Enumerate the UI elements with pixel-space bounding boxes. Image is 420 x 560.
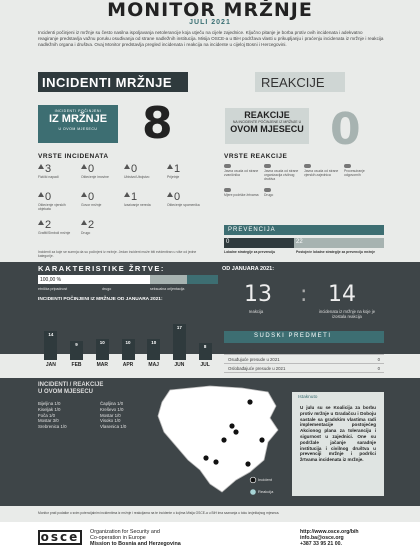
map-marker-incident	[247, 399, 252, 404]
year-title: OD JANUARA 2021:	[222, 266, 275, 272]
bih-map	[150, 380, 290, 504]
highlight-title: Istaknuto	[298, 395, 318, 400]
map-title-line2: U OVOM MJESECU	[38, 389, 94, 395]
incident-type-icon	[38, 192, 44, 197]
chart-value-label: 10	[125, 340, 131, 345]
reaction-type-item	[304, 164, 342, 177]
incident-type-item	[81, 192, 121, 207]
osce-logo: osce	[38, 530, 82, 545]
map-marker-incident	[221, 437, 226, 442]
incident-type-label: Ubistvo/Ubojstvo	[124, 175, 150, 179]
incident-type-icon	[81, 220, 87, 225]
reaction-type-item	[224, 188, 262, 197]
legend-incident-marker	[250, 477, 256, 483]
legend-reaction-marker	[250, 489, 256, 495]
incident-type-item	[167, 164, 207, 179]
org-line-2: Co-operation in Europe	[90, 535, 146, 541]
incident-type-icon	[167, 164, 173, 169]
map-list-item: Foča 1/0	[38, 412, 56, 418]
reaction-type-label: Javna osuda od strane vjerskih zajednica	[304, 169, 339, 178]
incidents-header: INCIDENTI MRŽNJE	[38, 72, 188, 92]
prevention-title: PREVENCIJA	[224, 225, 384, 235]
court-row-value: 8	[377, 348, 380, 353]
incident-type-label: Grafiti/Simboli mržnje	[38, 231, 71, 235]
incident-type-label: Fizički napadi	[38, 175, 59, 179]
page-title: MONITOR MRŽNJE	[107, 0, 313, 21]
incidents-count: 8	[142, 98, 173, 149]
map-marker-incident	[245, 461, 250, 466]
map-list-item: Kreševo 1/0	[100, 406, 124, 412]
court-row-label: Osuđujuće presude u 2021	[228, 357, 280, 362]
map-list-item: Visoko 1/0	[100, 418, 121, 424]
highlight-box	[292, 392, 384, 496]
court-row	[224, 364, 384, 373]
map-marker-incident	[213, 459, 218, 464]
map-title	[38, 382, 103, 396]
incidents-label-bottom: U OVOM MJESECU	[58, 127, 98, 131]
court-row-value: 0	[377, 366, 380, 371]
map-list-item: Mostar 1/0	[100, 412, 121, 418]
incident-type-item	[124, 192, 164, 207]
org-line-3: Mission to Bosnia and Herzegovina	[90, 541, 181, 547]
year-reactions-label: reakcija	[248, 309, 264, 314]
incident-type-count: 0	[174, 191, 181, 203]
incident-type-label: Oštećenje spomenika	[167, 203, 200, 207]
reaction-type-icon	[224, 164, 231, 168]
incident-type-icon	[124, 164, 130, 169]
court-row	[224, 346, 384, 355]
prevention-label-b: Postojeće lokalne strategije za prevenciju mržnje	[296, 250, 375, 254]
incident-type-icon	[81, 164, 87, 169]
reaction-type-item	[264, 188, 302, 197]
reaction-type-icon	[264, 164, 271, 168]
map-marker-incident	[259, 437, 264, 442]
victims-legend-3: seksualna orijentacija	[150, 287, 185, 291]
reactions-count: 0	[330, 104, 361, 155]
incident-type-label: Oštećenje imovine	[81, 175, 109, 179]
incident-type-item	[81, 220, 121, 235]
incident-type-icon	[38, 164, 44, 169]
incident-type-item	[81, 164, 121, 179]
map-list-left	[38, 401, 88, 430]
incident-type-item	[124, 164, 164, 179]
incident-type-count: 1	[174, 163, 181, 175]
chart-value-label: 14	[48, 331, 54, 337]
incident-type-label: Izazivanje nereda	[124, 203, 151, 207]
chart-value-label: 10	[151, 340, 157, 345]
incident-type-icon	[124, 192, 130, 197]
chart-value-label: 10	[99, 340, 105, 345]
map-list-item: Mostar 3/0	[38, 418, 59, 424]
reaction-type-item	[264, 164, 302, 181]
victims-legend-1: etnička pripadnost	[38, 287, 68, 291]
map-marker-incident	[229, 423, 234, 428]
reaction-type-label: Javna osuda od strane organizacija civilnog društva	[264, 169, 299, 182]
legend-reaction-label: Reakcija	[258, 489, 274, 494]
incident-type-label: Govor mržnje	[81, 203, 102, 207]
chart-category-label: MAR	[96, 362, 108, 368]
victims-bar-ethnic: 100,00 %	[38, 275, 150, 284]
map-marker-incident	[233, 429, 238, 434]
reactions-label-top: REAKCIJE	[244, 110, 290, 120]
victims-title: KARAKTERISTIKE ŽRTVE:	[38, 264, 165, 273]
incident-type-icon	[167, 192, 173, 197]
incident-type-label: Prijetnje	[167, 175, 180, 179]
incident-type-count: 3	[45, 163, 52, 175]
map-list-item: Kiseljak 1/0	[38, 406, 61, 412]
chart-category-label: MAJ	[148, 362, 159, 368]
reactions-header: REAKCIJE	[255, 72, 345, 92]
map-list-item: Čapljina 1/0	[100, 401, 124, 406]
map-title-line1: INCIDENTI / REAKCIJE	[38, 382, 104, 388]
chart-category-label: JUL	[200, 362, 210, 368]
reaction-type-icon	[304, 164, 311, 168]
court-row-value: 0	[377, 357, 380, 362]
incident-type-icon	[38, 220, 44, 225]
incident-type-count: 2	[88, 219, 95, 231]
chart-value-label: 17	[176, 325, 182, 331]
chart-category-label: JUN	[174, 362, 185, 368]
court-row-label: Oslobađajuće presude u 2021	[228, 366, 286, 371]
map-marker-incident	[203, 455, 208, 460]
incident-type-item	[38, 192, 78, 211]
incidents-bar-chart	[38, 318, 218, 374]
map-list-right	[100, 401, 150, 430]
legend-incident-label: Incident	[258, 477, 273, 482]
incident-type-count: 0	[131, 163, 138, 175]
incidents-label-box	[38, 105, 118, 143]
map-list-item: Bijeljina 1/0	[38, 401, 61, 406]
court-title: SUDSKI PREDMETI	[224, 331, 384, 343]
prevention-label-a: Lokalne strategije za prevenciju	[224, 250, 276, 254]
contact-info	[300, 529, 359, 547]
year-incidents-count: 14	[328, 282, 356, 307]
chart-category-label: APR	[122, 362, 134, 368]
reaction-type-icon	[344, 164, 351, 168]
chart-value-label: 9	[75, 342, 78, 348]
year-reactions-count: 13	[244, 282, 272, 307]
reaction-type-item	[344, 164, 382, 177]
incident-type-icon	[81, 192, 87, 197]
victims-bar-other	[150, 275, 188, 284]
highlight-text: U julu su se Koalicija za borbu protiv mržnje u Gradačcu i Doboju sastale sa gradskim vlastima radi implementacije postojećeg Akcionog plana za toleranciju i sigurnost u zajednici. One su podržale jačanje saradnje institucija i civilnog društva u prevenciji mržnje i podršci žrtvama incidenata iz mržnje.	[300, 405, 376, 463]
chart-category-label: FEB	[71, 362, 82, 368]
victims-legend-2: drugo	[102, 287, 112, 291]
victims-bar-orientation	[187, 275, 218, 284]
organization-name	[90, 529, 181, 547]
intro-text: Incidenti počinjeni iz mržnje su često nasilna ispoljavanja netolerancije koja utječu na cijele zajednice. Ključno pitanje je borba protiv ovih incidenata i adekvatno reagiranje predstavlja važnu poruku osuđivanja od strane nadležnih institucija. Misija OSCE-a u BiH podržava vlasti u prikupljanju i praćenju incidenata iz mržnje i reakcija nadležnih organa i društva. Ovaj Monitor predstavlja pregled incidenata i reakcija na incidente u cijeloj Bosni i Hercegovini.	[38, 30, 384, 47]
reaction-type-label: Procesuiranje odgovornih	[344, 169, 365, 178]
contact-website-link[interactable]: http://www.osce.org/bih	[300, 529, 359, 535]
reaction-type-label: Javna osuda od strane zvaničnika	[224, 169, 259, 178]
chart-category-label: JAN	[45, 362, 56, 368]
reaction-type-icon	[264, 188, 271, 192]
incident-type-label: Drugo	[81, 231, 91, 235]
prevention-value-a: 0	[224, 238, 294, 248]
prevention-value-b: 22	[294, 238, 384, 248]
reactions-label-box	[225, 108, 309, 144]
reaction-types-title: VRSTE REAKCIJE	[224, 153, 288, 160]
contact-email-link[interactable]: info.ba@osce.org	[300, 535, 344, 541]
reaction-type-icon	[224, 188, 231, 192]
reaction-type-item	[224, 164, 262, 177]
reaction-type-label: Mjere podrške žrtvama	[224, 193, 259, 198]
year-separator: :	[300, 282, 308, 307]
org-line-1: Organization for Security and	[90, 529, 160, 535]
page-subtitle: JULI 2021	[189, 19, 231, 26]
incident-type-count: 0	[88, 163, 95, 175]
incident-type-count: 2	[45, 219, 52, 231]
incident-type-item	[38, 220, 78, 235]
year-incidents-label: incidenata iz mržnje na koje je izostala reakcija	[318, 309, 376, 319]
incident-type-count: 1	[131, 191, 138, 203]
incident-type-item	[38, 164, 78, 179]
incident-type-count: 0	[88, 191, 95, 203]
reaction-type-label: Drugo	[264, 193, 274, 198]
incident-type-count: 0	[45, 191, 52, 203]
map-list-item: Vlasenica 1/0	[100, 424, 127, 430]
court-row	[224, 355, 384, 364]
incidents-label-big: IZ MRŽNJE	[48, 113, 108, 125]
incident-type-item	[167, 192, 207, 207]
court-row-label: Postupci u toku	[228, 348, 258, 353]
incident-type-label: Oštećenje vjerskih objekata	[38, 203, 66, 211]
contact-phone: +387 33 95 21 00.	[300, 541, 342, 547]
reactions-label-small: NA INCIDENTE POČINJENE IZ MRŽNJE U	[232, 120, 302, 124]
chart-value-label: 8	[203, 344, 207, 350]
incident-note: Incidenti za koje se sumnja da su počinjeni iz mržnje. Jedan incident može biti evidentiran u više od jedne kategorije.	[38, 250, 197, 258]
incident-types-title: VRSTE INCIDENATA	[38, 153, 109, 160]
reactions-label-bottom: OVOM MJESECU	[230, 124, 304, 134]
footnote: Monitor prati podatke o svim potencijalnim incidentima iz mržnje i reakcijama na te incidente o kojima Misija OSCE-a u BiH ima saznanja u toku izvještajnog mjeseca.	[38, 511, 280, 515]
map-list-item: Srebrenica 1/0	[38, 424, 67, 430]
chart-title: INCIDENTI POČINJENI IZ MRŽNJE OD JANUARA 2021:	[38, 297, 163, 302]
incidents-label-top: INCIDENTI POČINJENI	[54, 109, 102, 113]
